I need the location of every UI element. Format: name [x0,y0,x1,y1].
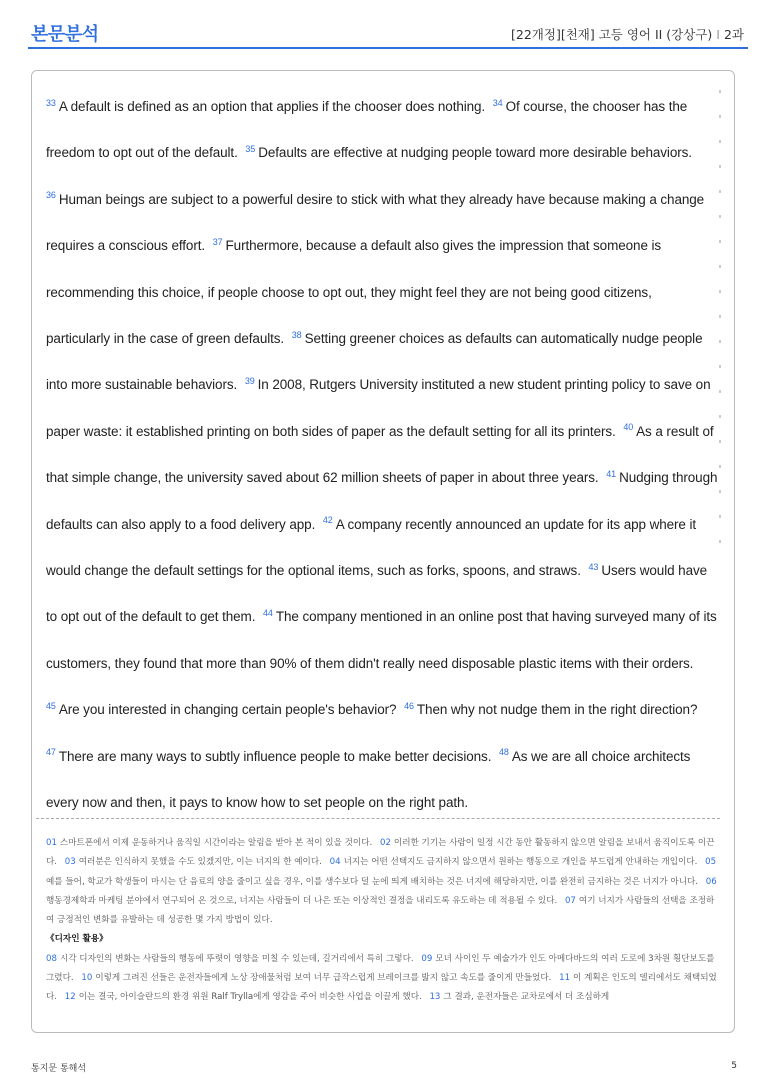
sentence-number: 40 [623,422,634,433]
sentence-number: 42 [322,515,333,526]
sentence-number: 36 [46,190,56,201]
translation-number: 01 [46,838,57,848]
translation-sentence [46,838,372,848]
book-title: [22개정][천재] 고등 영어 II (강상구) [511,27,713,42]
translation-number: 12 [64,992,76,1003]
translation-text: 이 계획은 인도의 델리에서도 채택되었다. [46,973,717,1003]
translation-number: 03 [64,857,76,868]
sentence-text: The company mentioned in an online post that having surveyed many of its customers, they found that more than 90% of them didn't really need disposable plastic items with their orders. [46,609,717,671]
sentence-text: In 2008, Rutgers University instituted a new student printing policy to save on paper waste: it established printing on both sides of paper as the default setting for all its printers. [46,377,711,439]
translation-number: 10 [81,973,93,984]
lesson-label: 2과 [723,27,744,42]
sentence-number: 43 [588,561,599,572]
sentence-text: As we are all choice architects every now and then, it pays to know how to set people on the right path. [46,748,691,811]
sentence-text: As a result of that simple change, the university saved about 62 million sheets of paper in about three years. [46,423,714,486]
translation-sentence [81,973,551,983]
translation-text: 이러한 기기는 사람이 일정 시간 동안 활동하지 않으면 알림을 보내서 움직이도록 이끈다. [46,838,715,868]
translation-sentence [429,992,609,1002]
sentence-number: 45 [46,700,56,711]
translation-text: 행동경제학과 마케팅 분야에서 연구되어 온 것으로, 너지는 사람들이 더 나은 또는 이상적인 결정을 내리도록 유도하는 데 적용될 수 있다. [46,895,558,906]
korean-translation [46,834,722,1008]
sentence-number: 38 [291,329,302,340]
sentence-number: 41 [606,468,617,479]
sentence-number: 47 [46,747,56,758]
page-number: 5 [731,1061,737,1071]
translation-text: 스마트폰에서 이제 운동하거나 움직일 시간이라는 알림을 받아 본 적이 있을 것이다. [59,838,373,848]
translation-text: 모녀 사이인 두 예술가가 인도 아메다바드의 여러 도로에 3차원 횡단보도를 그렸다. [46,953,715,984]
sentence-text: Then why not nudge them in the right direction? [416,702,698,718]
sentence-text: Users would have to opt out of the default to get them. [46,563,708,625]
sentence-text: Nudging through defaults can also apply to a food delivery app. [46,470,718,532]
passage-sentence [46,99,485,114]
translation-number: 07 [564,895,576,906]
translation-number: 05 [705,857,717,868]
translation-text: 시각 디자인의 변화는 사람들의 행동에 뚜렷이 영향을 미칠 수 있는데, 길거리에서 특히 그렇다. [59,953,414,964]
sentence-text: Human beings are subject to a powerful desire to stick with what they already have because making a change requires a conscious effort. [46,191,705,254]
header-meta [511,25,744,43]
sentence-text: There are many ways to subtly influence people to make better decisions. [58,748,492,764]
sentence-number: 46 [404,700,414,711]
sentence-number: 35 [245,143,256,154]
sentence-text: A company recently announced an update for its app where it would change the default settings for the optional items, such as forks, spoons, and straws. [46,516,697,579]
scroll-indicator [719,90,723,580]
footer-label: 통지문 통해석 [31,1064,87,1074]
sentence-number: 33 [46,97,56,108]
passage-sentence [46,238,661,346]
translation-number: 13 [429,992,441,1003]
translation-text: 여러분은 인식하지 못했을 수도 있겠지만, 이는 너지의 한 예이다. [78,857,322,868]
page-header [0,0,768,50]
section-heading: 《디자인 활용》 [46,934,108,945]
sentence-text: Defaults are effective at nudging people toward more desirable behaviors. [258,145,692,161]
translation-sentence [65,857,322,867]
sentence-number: 34 [492,97,503,108]
passage-sentence [404,702,697,717]
translation-sentence [65,992,422,1002]
translation-number: 04 [329,857,341,868]
header-separator: I [716,27,720,42]
sentence-text: Are you interested in changing certain people's behavior? [58,702,397,718]
translation-text: 이렇게 그려진 선들은 운전자들에게 노상 장애물처럼 보여 너무 급작스럽게 브레이크를 밟지 않고 속도를 줄이게 만들었다. [95,973,552,984]
passage-sentence [46,749,491,764]
passage-sentence [46,702,396,717]
english-passage [46,84,718,827]
header-rule [28,47,748,49]
translation-number: 06 [705,876,717,887]
translation-number: 11 [559,973,571,984]
sentence-number: 44 [263,607,273,618]
translation-number: 09 [421,953,433,964]
translation-sentence [46,954,414,964]
sentence-text: Furthermore, because a default also gives the impression that someone is recommending this choice, if people choose to opt out, they might feel they are not being good citizens, particularly in the case of green defaults. [46,238,662,347]
sentence-text: A default is defined as an option that applies if the chooser does nothing. [58,99,486,114]
translation-text: 이는 결국, 아이슬란드의 환경 위원 Ralf Trylla에게 영감을 주어 비슷한 사업을 이끌게 했다. [78,992,422,1003]
passage-sentence [245,145,692,160]
translation-number: 08 [46,953,57,964]
translation-sentence [330,857,698,867]
page-title: 본문분석 [31,24,99,45]
sentence-number: 39 [244,375,255,386]
translation-text: 여기 너지가 사람들의 선택을 조정하여 긍정적인 변화를 유발하는 데 성공한 몇 가지 방법이 있다. [46,895,715,926]
translation-text: 너지는 어떤 선택지도 금지하지 않으면서 원하는 행동으로 개인을 부드럽게 안내하는 개입이다. [343,857,698,868]
section-divider [36,818,720,819]
sentence-number: 37 [212,236,223,247]
translation-text: 그 결과, 운전자들은 교차로에서 더 조심하게 [443,992,610,1003]
sentence-number: 48 [499,747,509,758]
sentence-text: Setting greener choices as defaults can automatically nudge people into more sustainable behaviors. [46,331,703,393]
translation-text: 예를 들어, 학교가 학생들이 마시는 단 음료의 양을 줄이고 싶을 경우, 이를 생수보다 덜 눈에 띄게 배치하는 것은 너지에 해당하지만, 이를 완전히 금지하는 것은 너지가 아니다. [46,876,699,887]
translation-number: 02 [379,838,391,848]
sentence-text: Of course, the chooser has the freedom to opt out of the default. [46,99,688,161]
